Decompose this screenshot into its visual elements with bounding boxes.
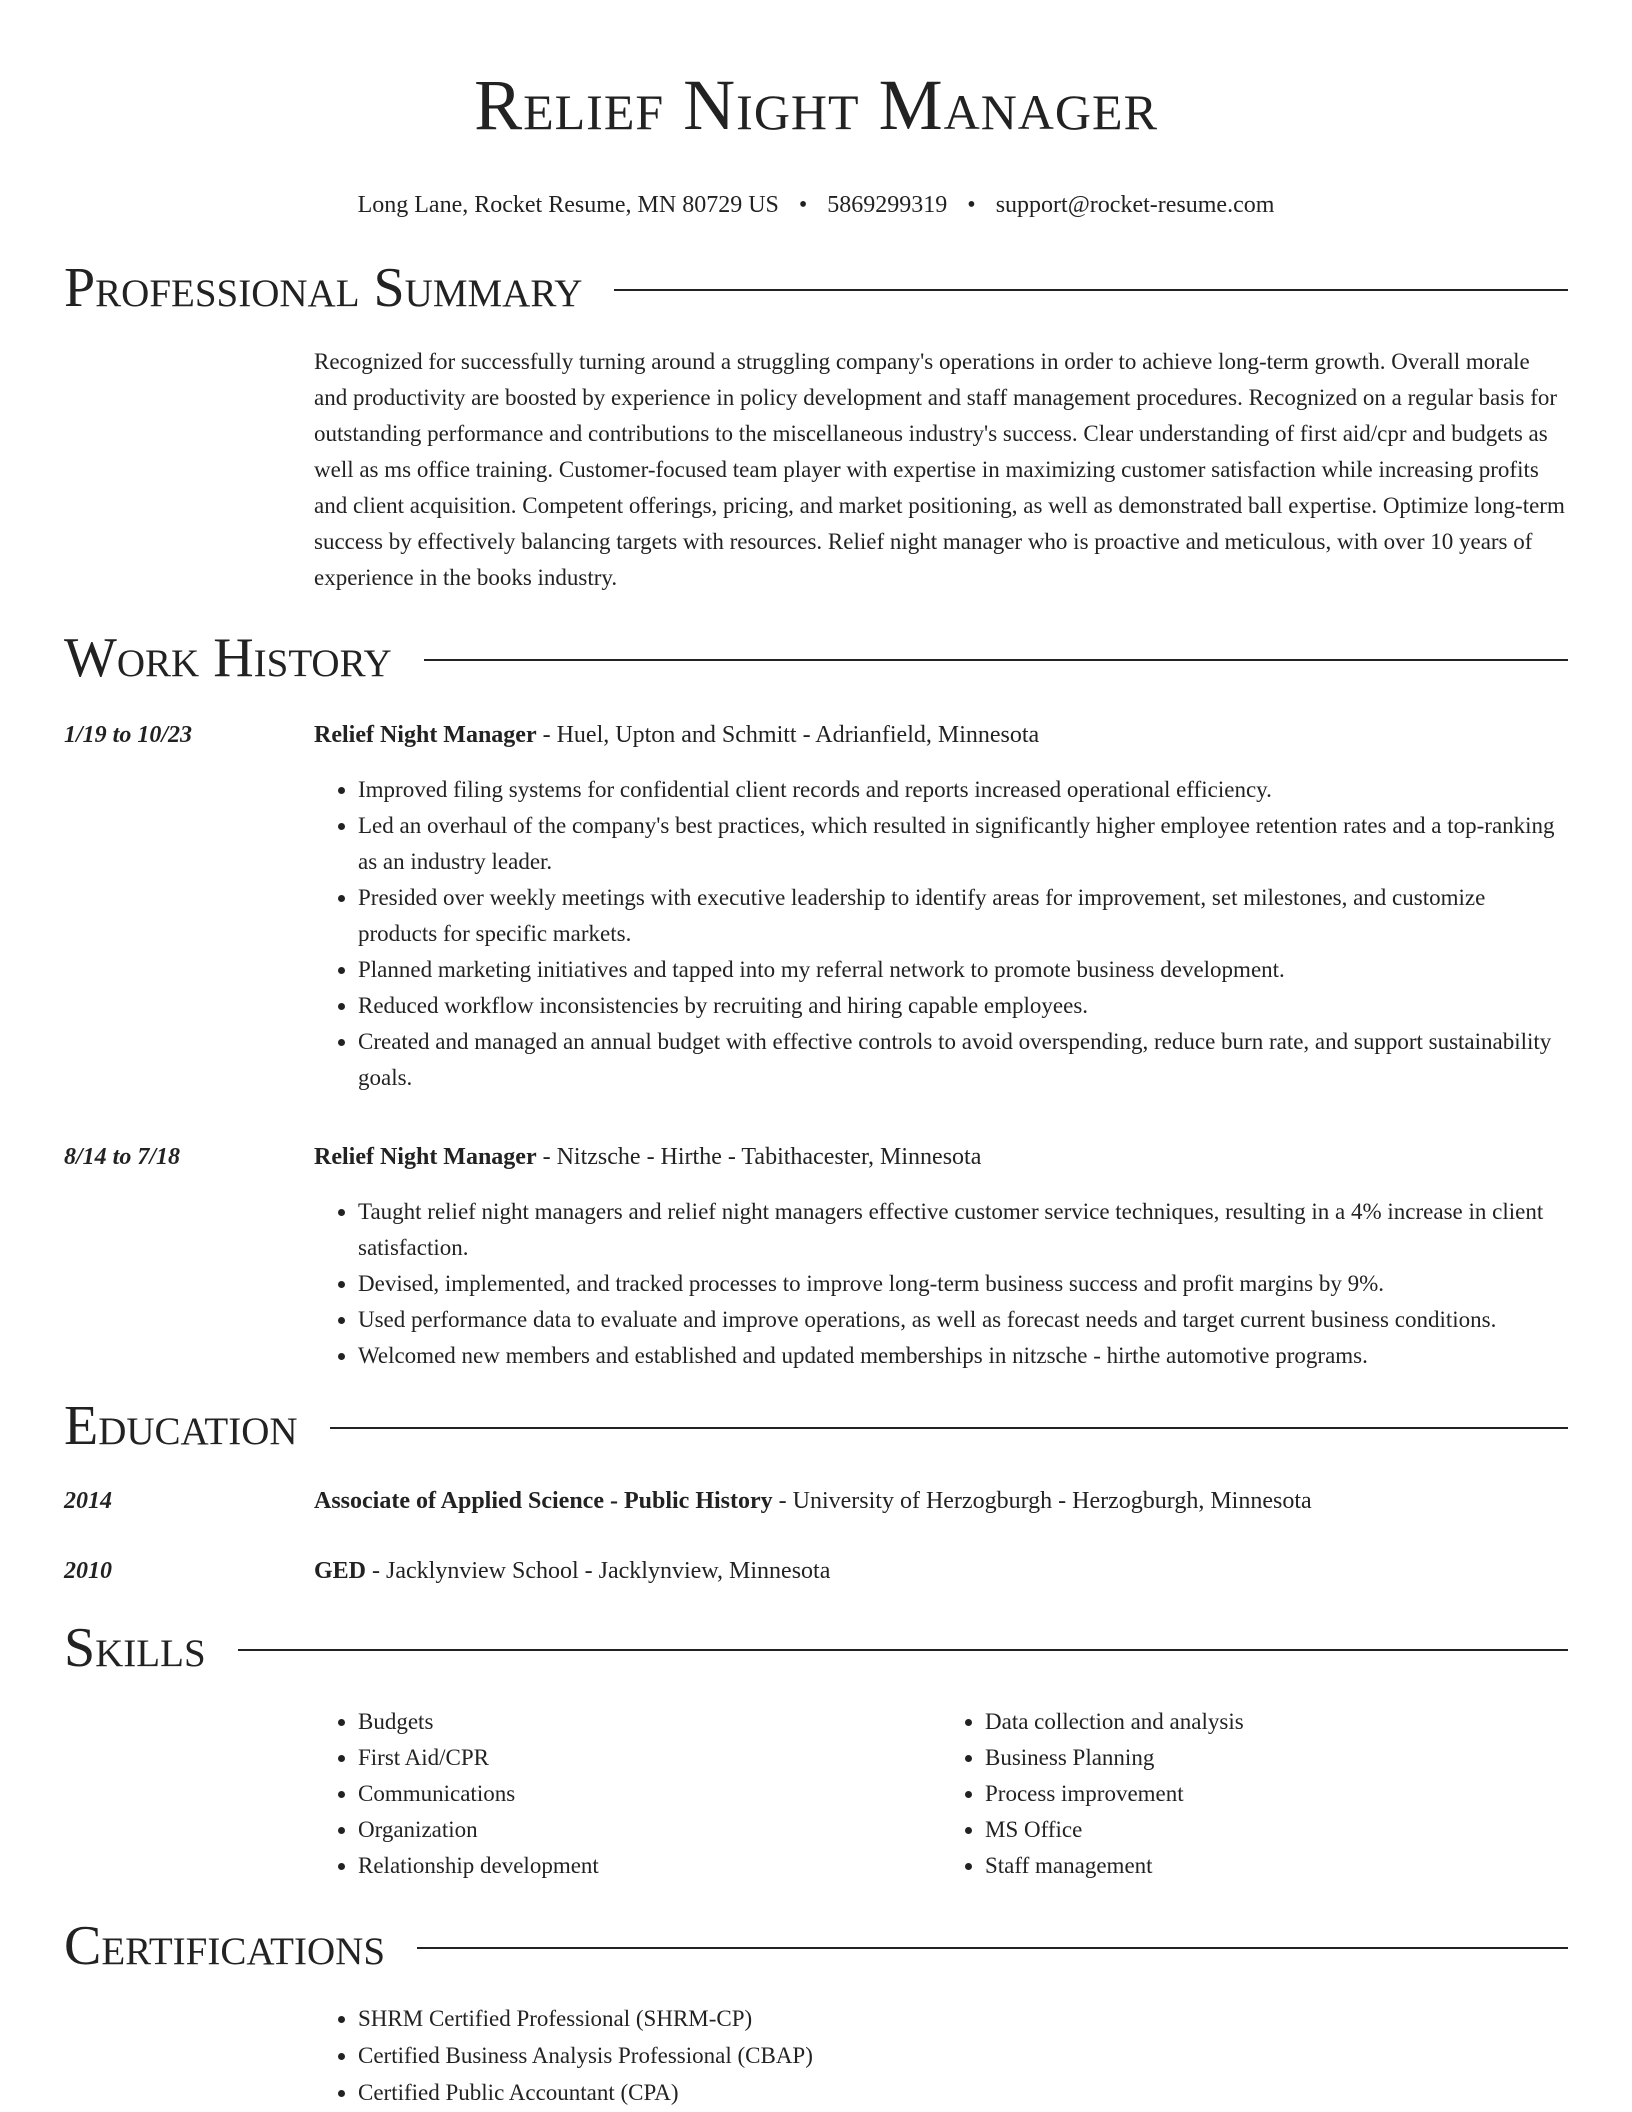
list-item: • Used performance data to evaluate and improve operations, as well as forecast needs and target current business conditions. (358, 1302, 1568, 1338)
list-item: • Welcomed new members and established and updated memberships in nitzsche - hirthe automotive programs. (358, 1338, 1568, 1374)
education-section-header (64, 1394, 1568, 1458)
certifications-row (64, 1978, 1568, 2111)
bullet-separator: • (798, 192, 808, 218)
skills-row (64, 1680, 1568, 1884)
summary-row (64, 320, 1568, 596)
education-degree: Associate of Applied Science - Public History (314, 1488, 773, 1514)
job-entry (64, 718, 1568, 1096)
list-item: • Improved filing systems for confidential client records and reports increased operational efficiency. (358, 772, 1568, 808)
section-divider (238, 1649, 1568, 1651)
list-item: • First Aid/CPR (358, 1740, 941, 1776)
list-item: • Certified Business Analysis Professional (CBAP) (358, 2037, 1568, 2074)
section-divider (417, 1947, 1568, 1949)
education-degree: GED (314, 1558, 367, 1584)
list-item: • Communications (358, 1776, 941, 1812)
job-bullet-list (314, 1194, 1568, 1374)
certifications-list (314, 2000, 1568, 2111)
job-bullet-list (314, 772, 1568, 1096)
list-item: • Taught relief night managers and relief night managers effective customer service techniques, resulting in a 4% increase in client satisfaction. (358, 1194, 1568, 1266)
list-item: • Presided over weekly meetings with executive leadership to identify areas for improvement, set milestones, and customize products for specific markets. (358, 880, 1568, 952)
resume-name: Relief Night Manager (474, 65, 1158, 145)
contact-phone: 5869299319 (827, 192, 948, 218)
summary-heading: Professional Summary (64, 257, 583, 319)
skills-section-header (64, 1616, 1568, 1680)
education-heading: Education (64, 1395, 298, 1457)
job-details: - Huel, Upton and Schmitt - Adrianfield, Minnesota (536, 722, 1040, 748)
section-divider (424, 659, 1568, 661)
education-entry (64, 1484, 1568, 1518)
list-item: • Devised, implemented, and tracked processes to improve long-term business success and profit margins by 9%. (358, 1266, 1568, 1302)
list-item: • Data collection and analysis (985, 1704, 1568, 1740)
list-item: • Organization (358, 1812, 941, 1848)
skills-heading: Skills (64, 1617, 206, 1679)
list-item: • Staff management (985, 1848, 1568, 1884)
job-dates: 8/14 to 7/18 (64, 1144, 181, 1170)
work-heading: Work History (64, 627, 392, 689)
job-title: Relief Night Manager (314, 1144, 537, 1170)
education-line (314, 1554, 1568, 1588)
job-dates: 1/19 to 10/23 (64, 722, 193, 748)
list-item: • SHRM Certified Professional (SHRM-CP) (358, 2000, 1568, 2037)
education-line (314, 1484, 1568, 1518)
list-item: • Relationship development (358, 1848, 941, 1884)
skills-list-left (314, 1704, 941, 1884)
list-item: • Led an overhaul of the company's best practices, which resulted in significantly higher employee retention rates and a top-ranking as an industry leader. (358, 808, 1568, 880)
education-entry (64, 1554, 1568, 1588)
list-item: • Business Planning (985, 1740, 1568, 1776)
list-item: • Budgets (358, 1704, 941, 1740)
job-title-line (314, 1140, 1568, 1174)
contact-email: support@rocket-resume.com (995, 192, 1275, 218)
job-title: Relief Night Manager (314, 722, 537, 748)
job-title-line (314, 718, 1568, 752)
summary-text: Recognized for successfully turning around a struggling company's operations in order to achieve long-term growth. Overall morale and productivity are boosted by experience in policy development and staff management procedures. Recognized on a regular basis for outstanding performance and contributions to the miscellaneous industry's success. Clear understanding of first aid/cpr and budgets as well as ms office training. Customer-focused team player with expertise in maximizing customer satisfaction while increasing profits and client acquisition. Competent offerings, pricing, and market positioning, as well as demonstrated ball expertise. Optimize long-term success by effectively balancing targets with resources. Relief night manager who is proactive and meticulous, with over 10 years of experience in the books industry. (314, 349, 1565, 590)
list-item: • Certified Public Accountant (CPA) (358, 2074, 1568, 2111)
section-divider (330, 1427, 1568, 1429)
list-item: • MS Office (985, 1812, 1568, 1848)
work-section-header (64, 626, 1568, 690)
list-item: • Process improvement (985, 1776, 1568, 1812)
skills-list-right (941, 1704, 1568, 1884)
certifications-heading: Certifications (64, 1915, 386, 1977)
list-item: • Created and managed an annual budget with effective controls to avoid overspending, reduce burn rate, and support sustainability goals. (358, 1024, 1568, 1096)
job-details: - Nitzsche - Hirthe - Tabithacester, Minnesota (536, 1144, 982, 1170)
education-details: - University of Herzogburgh - Herzogburgh, Minnesota (772, 1488, 1312, 1514)
contact-line (64, 190, 1568, 220)
skills-grid (314, 1704, 1568, 1884)
summary-section-header (64, 256, 1568, 320)
section-divider (614, 289, 1568, 291)
contact-address: Long Lane, Rocket Resume, MN 80729 US (357, 192, 779, 218)
list-item: • Reduced workflow inconsistencies by recruiting and hiring capable employees. (358, 988, 1568, 1024)
education-details: - Jacklynview School - Jacklynview, Minnesota (366, 1558, 831, 1584)
education-year: 2014 (64, 1488, 112, 1514)
certifications-section-header (64, 1914, 1568, 1978)
list-item: • Planned marketing initiatives and tapped into my referral network to promote business development. (358, 952, 1568, 988)
education-year: 2010 (64, 1558, 112, 1584)
job-entry (64, 1140, 1568, 1374)
bullet-separator: • (967, 192, 976, 218)
